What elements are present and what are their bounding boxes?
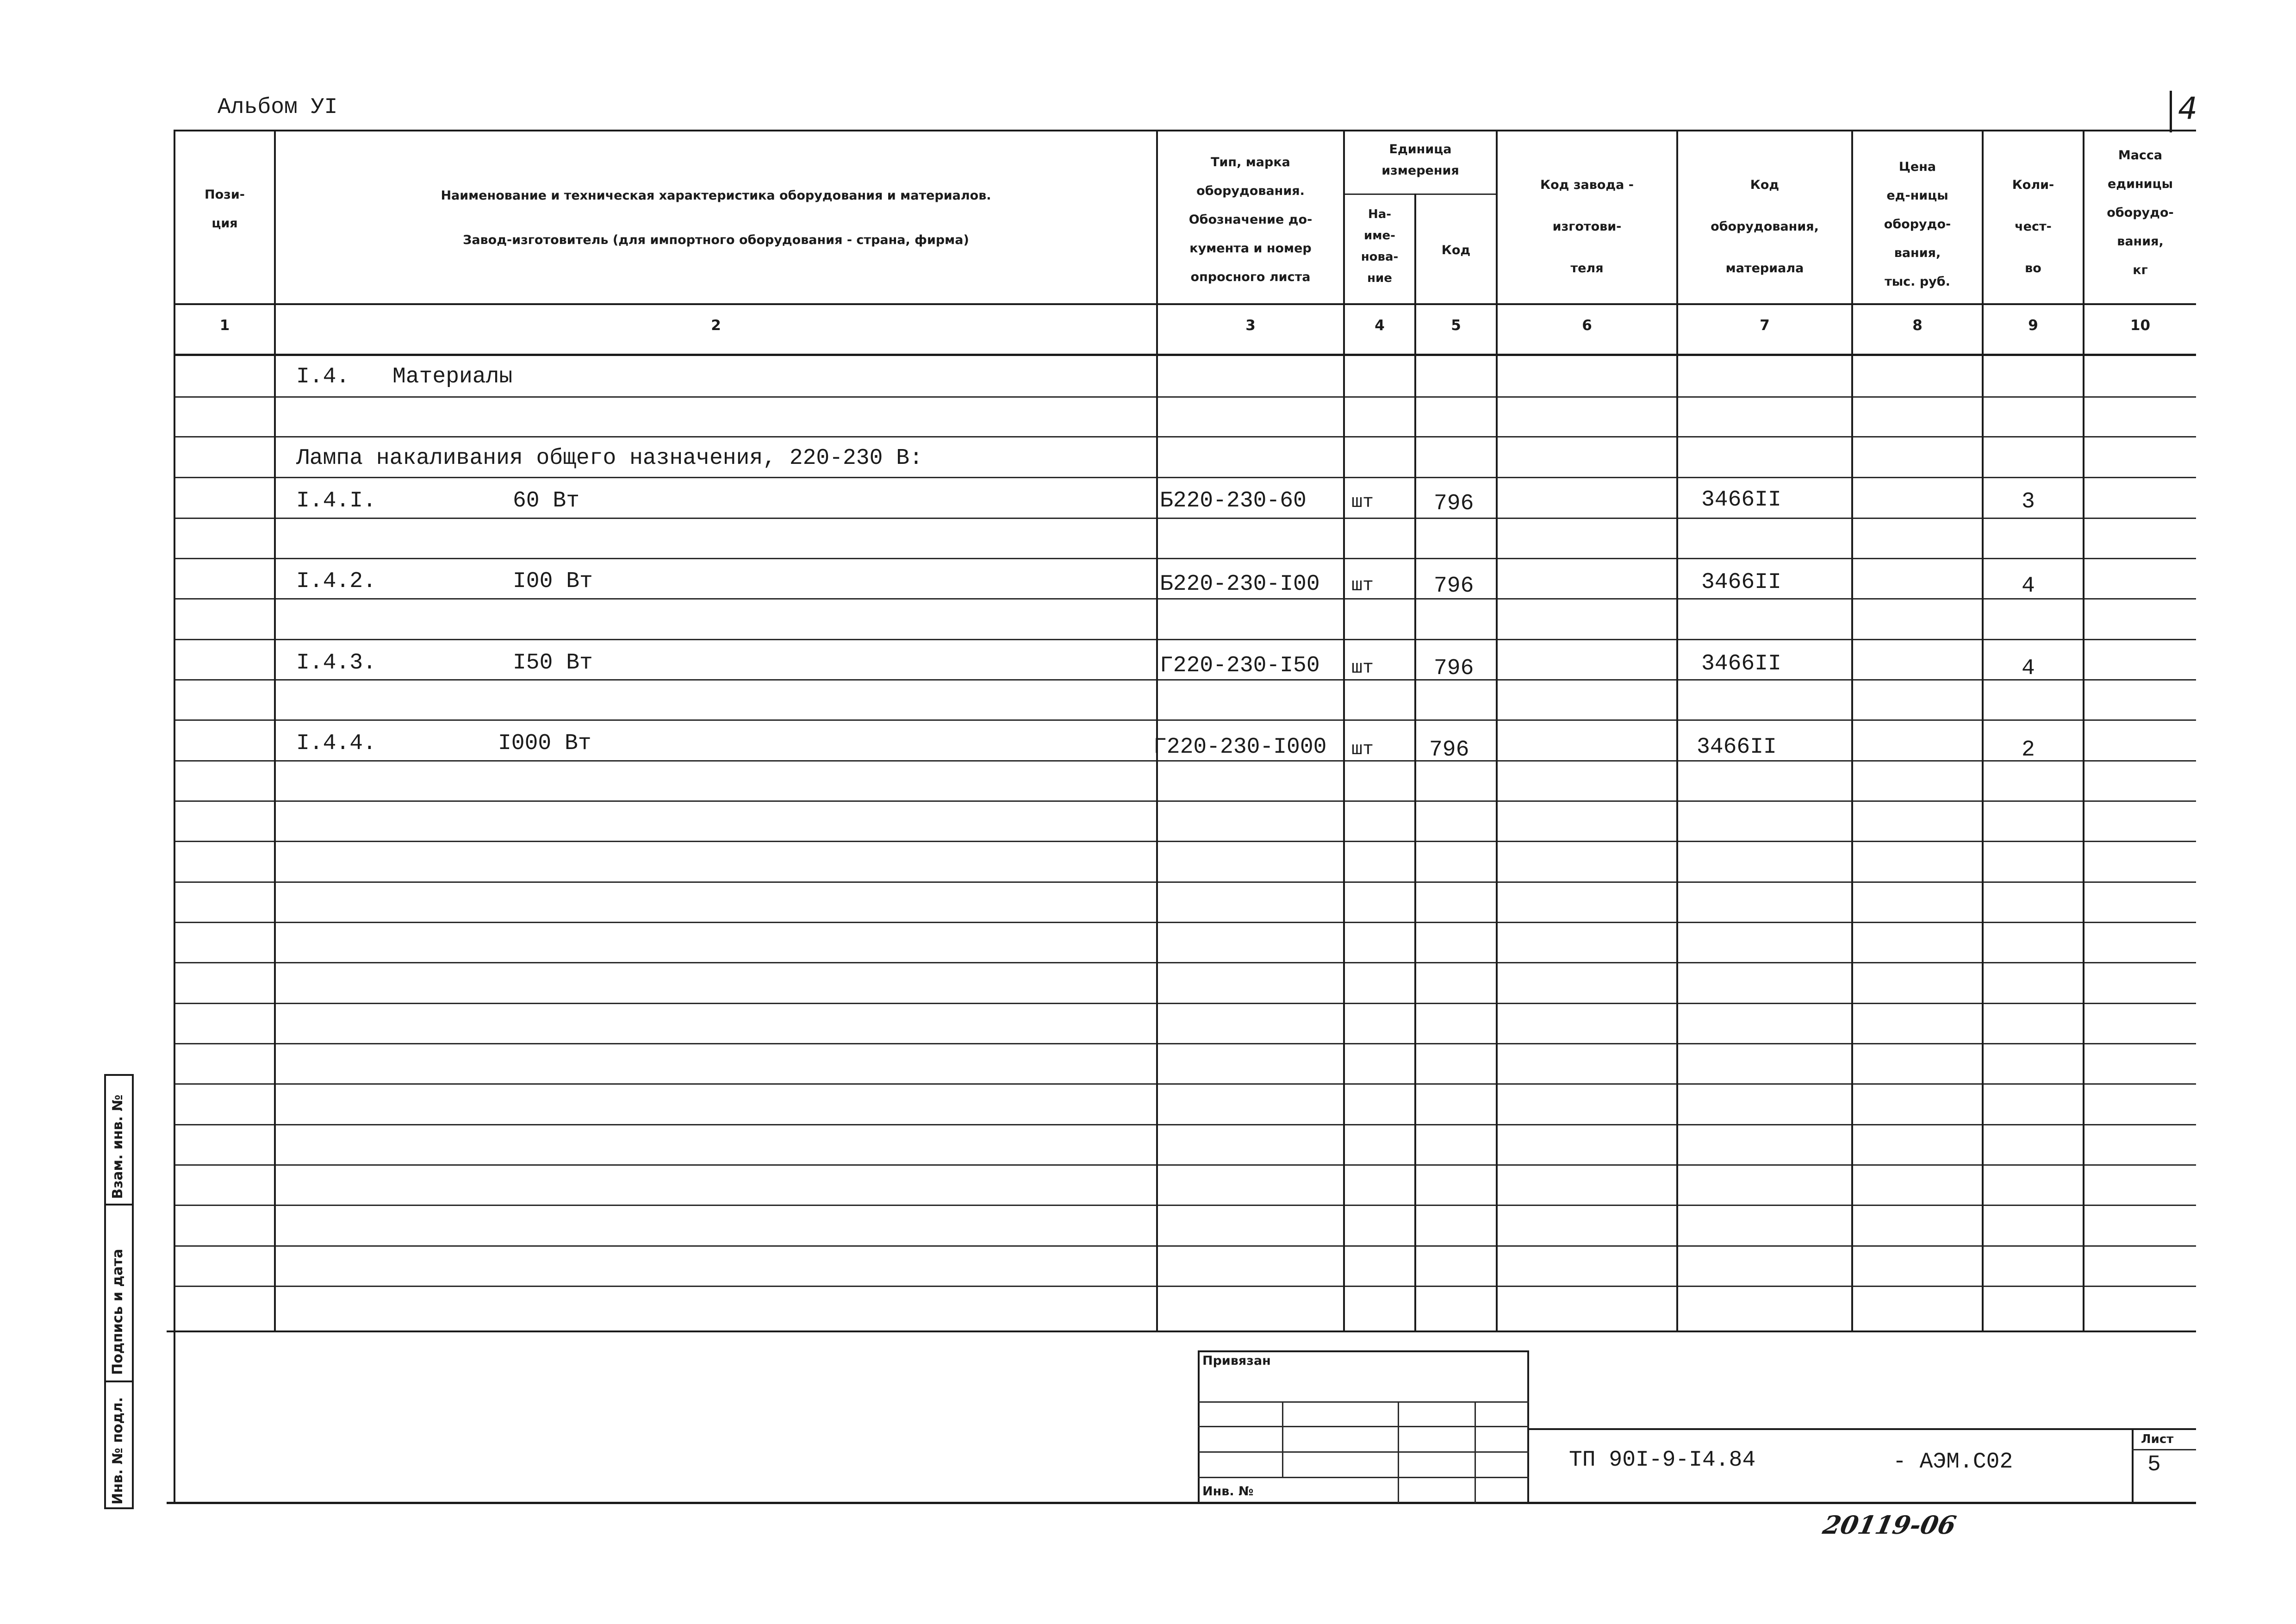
item-position: I.4.3.: [296, 650, 376, 675]
header-unit-name: На- име- нова- ние: [1361, 207, 1399, 285]
item-type: Б220-230-60: [1160, 488, 1307, 513]
header-position: Пози- ция: [205, 187, 245, 231]
header-unit-code: Код: [1441, 243, 1471, 257]
attached-label: Привязан: [1202, 1354, 1271, 1368]
header-unit-group: Единица измерения: [1381, 142, 1459, 178]
item-material-code: 3466II: [1701, 487, 1781, 512]
column-number: 3: [1245, 317, 1256, 334]
group-title: Лампа накаливания общего назначения, 220-230 В:: [296, 446, 923, 471]
item-quantity: 3: [2022, 489, 2035, 514]
column-number: 9: [2028, 317, 2038, 334]
column-number: 10: [2130, 317, 2151, 334]
column-number: 2: [711, 317, 721, 334]
item-name: I000 Вт: [498, 731, 591, 756]
column-number: 4: [1375, 317, 1385, 334]
item-unit: шт: [1351, 575, 1374, 596]
item-name: 60 Вт: [513, 488, 580, 513]
corner-bar: [2170, 91, 2172, 132]
side-label-signature-date: Подпись и дата: [110, 1249, 126, 1375]
header-quantity: Коли- чест- во: [2012, 178, 2054, 275]
column-number: 7: [1760, 317, 1770, 334]
item-unit: шт: [1351, 658, 1374, 679]
item-quantity: 4: [2022, 656, 2035, 681]
item-name: I00 Вт: [513, 569, 593, 594]
column-number: 1: [219, 317, 230, 334]
item-material-code: 3466II: [1701, 651, 1781, 676]
item-material-code: 3466II: [1697, 735, 1777, 760]
item-unit: шт: [1351, 739, 1374, 760]
item-position: I.4.I.: [296, 488, 376, 513]
inv-label: Инв. №: [1202, 1484, 1254, 1499]
header-name: Наименование и техническая характеристика оборудования и материалов. Завод-изготовитель (для импортного оборудования - страна, фирма): [441, 188, 991, 247]
document-suffix: - АЭМ.С02: [1893, 1449, 2013, 1474]
side-label-original-inv: Инв. № подл.: [110, 1397, 126, 1505]
section-title: Материалы: [392, 364, 513, 389]
item-unit-code: 796: [1434, 656, 1474, 681]
header-material-code: Код оборудования, материала: [1711, 178, 1819, 275]
item-quantity: 2: [2022, 737, 2035, 762]
sheet-number: 5: [2147, 1452, 2161, 1477]
column-number: 5: [1451, 317, 1461, 334]
item-unit-code: 796: [1434, 574, 1474, 599]
item-type: Г220-230-I50: [1160, 653, 1320, 678]
item-name: I50 Вт: [513, 650, 593, 675]
item-unit: шт: [1351, 492, 1374, 513]
item-unit-code: 796: [1434, 491, 1474, 516]
item-type: Б220-230-I00: [1160, 572, 1320, 597]
header-price: Цена ед-ницы оборудо- вания, тыс. руб.: [1884, 160, 1951, 289]
column-number: 8: [1912, 317, 1923, 334]
item-type: Г220-230-I000: [1153, 735, 1327, 760]
side-label-replaced-inv: Взам. инв. №: [110, 1094, 126, 1199]
album-title: Альбом УI: [218, 95, 338, 120]
item-position: I.4.4.: [296, 731, 376, 756]
document-code: ТП 90I-9-I4.84: [1569, 1448, 1756, 1473]
column-number: 6: [1582, 317, 1592, 334]
frame-bottom: [167, 1502, 1529, 1504]
section-number: I.4.: [296, 364, 350, 389]
item-unit-code: 796: [1429, 737, 1469, 762]
item-quantity: 4: [2022, 574, 2035, 599]
header-factory-code: Код завода - изготови- теля: [1540, 178, 1634, 275]
header-mass: Масса единицы оборудо- вания, кг: [2107, 148, 2174, 277]
sheet-label: Лист: [2141, 1432, 2174, 1446]
handwritten-number: 20119-06: [1820, 1510, 1959, 1540]
item-position: I.4.2.: [296, 569, 376, 594]
header-type: Тип, марка оборудования. Обозначение до- кумента и номер опросного листа: [1188, 155, 1313, 284]
corner-mark: 4: [2178, 91, 2197, 126]
item-material-code: 3466II: [1701, 570, 1781, 595]
